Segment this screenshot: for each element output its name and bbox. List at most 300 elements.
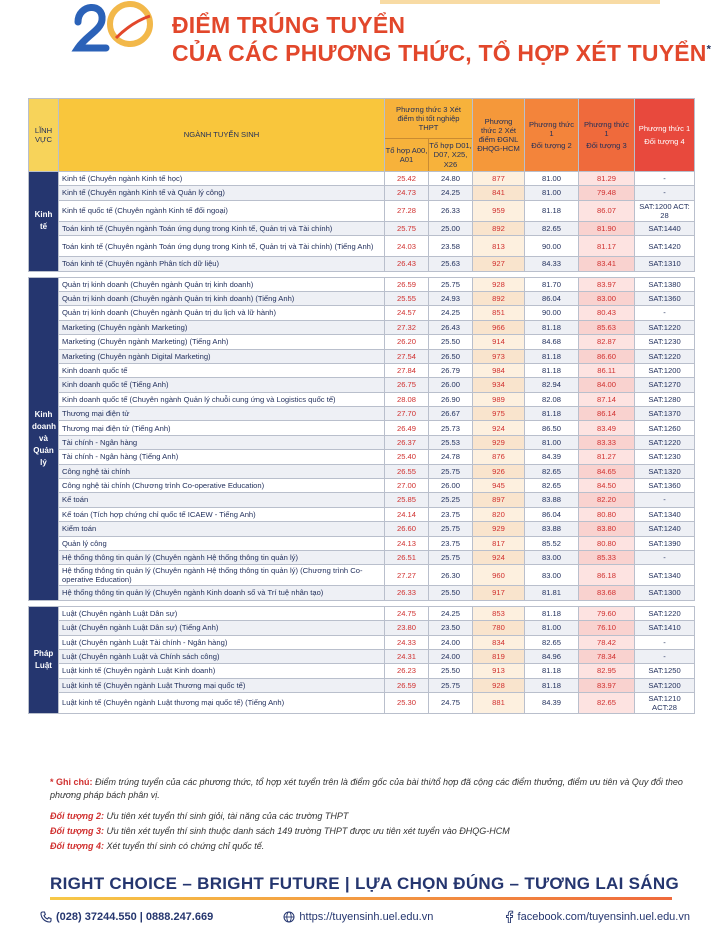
score-method3-d: 24.25 <box>429 306 473 320</box>
score-method1-group3: 86.60 <box>579 349 635 363</box>
score-method1-group4: SAT:1220 <box>635 349 695 363</box>
phone-icon <box>40 911 52 923</box>
table-row <box>29 606 695 620</box>
note-text: Điểm trúng tuyển của các phương thức, tổ hợp xét tuyển trên là điểm gốc của bài thi/tổ hợp đã cộng các điểm thưởng, điểm ưu tiên và Quy đổi theo phương pháp bách phân vị. <box>50 777 683 801</box>
major-cell: Quản trị kinh doanh (Chuyên ngành Quản trị du lịch và lữ hành) <box>59 306 385 320</box>
score-method1-group3: 81.90 <box>579 221 635 235</box>
score-method1-group3: 85.33 <box>579 550 635 564</box>
major-cell: Kinh doanh quốc tế (Chuyên ngành Quản lý chuỗi cung ứng và Logistics quốc tế) <box>59 392 385 406</box>
score-method3-d: 24.00 <box>429 649 473 663</box>
admission-score-table <box>28 98 694 714</box>
score-method3-a: 26.60 <box>385 522 429 536</box>
major-cell: Kinh tế (Chuyên ngành Kinh tế và Quản lý công) <box>59 186 385 200</box>
score-method1-group2: 82.94 <box>525 378 579 392</box>
score-method1-group4: SAT:1360 <box>635 479 695 493</box>
major-cell: Toán kinh tế (Chuyên ngành Phân tích dữ liệu) <box>59 257 385 271</box>
note-label: * Ghi chú: <box>50 777 93 787</box>
score-method3-a: 26.55 <box>385 464 429 478</box>
major-cell: Marketing (Chuyên ngành Marketing) (Tiếng Anh) <box>59 335 385 349</box>
table-body <box>29 172 695 714</box>
table-row <box>29 635 695 649</box>
website-url: https://tuyensinh.uel.edu.vn <box>299 910 434 923</box>
score-method2: 927 <box>473 257 525 271</box>
score-method2: 913 <box>473 664 525 678</box>
header-major: NGÀNH TUYỂN SINH <box>59 99 385 172</box>
score-method1-group4: SAT:1360 <box>635 291 695 305</box>
score-method3-a: 24.75 <box>385 606 429 620</box>
globe-icon <box>283 911 295 923</box>
major-cell: Hệ thống thông tin quản lý (Chuyên ngành Hệ thống thông tin quản lý) <box>59 550 385 564</box>
score-method1-group2: 82.08 <box>525 392 579 406</box>
major-cell: Kinh tế (Chuyên ngành Kinh tế học) <box>59 172 385 186</box>
score-method1-group4: SAT:1410 <box>635 621 695 635</box>
score-method1-group2: 81.18 <box>525 678 579 692</box>
major-cell: Kế toán <box>59 493 385 507</box>
score-method1-group4: SAT:1300 <box>635 586 695 600</box>
score-method2: 892 <box>473 291 525 305</box>
major-cell: Marketing (Chuyên ngành Marketing) <box>59 320 385 334</box>
score-method1-group3: 86.14 <box>579 407 635 421</box>
score-method1-group3: 83.41 <box>579 257 635 271</box>
header-field: LĨNH VỰC <box>29 99 59 172</box>
table-row <box>29 550 695 564</box>
score-method1-group4: SAT:1310 <box>635 257 695 271</box>
score-method1-group4: SAT:1270 <box>635 378 695 392</box>
score-method2: 819 <box>473 649 525 663</box>
score-method3-a: 26.75 <box>385 378 429 392</box>
score-method1-group2: 81.18 <box>525 349 579 363</box>
score-method1-group3: 83.68 <box>579 586 635 600</box>
score-method2: 975 <box>473 407 525 421</box>
score-method3-a: 26.59 <box>385 277 429 291</box>
table-row <box>29 493 695 507</box>
score-method3-a: 25.75 <box>385 221 429 235</box>
table-row <box>29 407 695 421</box>
score-method3-a: 25.55 <box>385 291 429 305</box>
major-cell: Luật kinh tế (Chuyên ngành Luật thương mại quốc tế) (Tiếng Anh) <box>59 693 385 714</box>
contact-bar <box>40 910 690 923</box>
table-row <box>29 349 695 363</box>
table-row <box>29 678 695 692</box>
score-method1-group4: SAT:1250 <box>635 664 695 678</box>
score-method1-group3: 81.17 <box>579 236 635 257</box>
table-row <box>29 693 695 714</box>
score-method2: 881 <box>473 693 525 714</box>
score-method1-group4: SAT:1210 ACT:28 <box>635 693 695 714</box>
table-row <box>29 565 695 586</box>
major-cell: Quản lý công <box>59 536 385 550</box>
score-method1-group3: 84.00 <box>579 378 635 392</box>
score-method3-d: 26.00 <box>429 378 473 392</box>
score-method2: 897 <box>473 493 525 507</box>
facebook-icon <box>504 910 514 923</box>
score-method3-a: 23.80 <box>385 621 429 635</box>
score-method1-group2: 81.18 <box>525 407 579 421</box>
score-method1-group4: - <box>635 635 695 649</box>
score-method3-d: 26.33 <box>429 200 473 221</box>
score-method3-d: 24.25 <box>429 606 473 620</box>
score-method2: 841 <box>473 186 525 200</box>
score-method2: 984 <box>473 363 525 377</box>
score-method3-d: 26.67 <box>429 407 473 421</box>
score-method3-a: 27.70 <box>385 407 429 421</box>
score-method1-group4: SAT:1390 <box>635 536 695 550</box>
score-method1-group4: SAT:1440 <box>635 221 695 235</box>
major-cell: Luật (Chuyên ngành Luật và Chính sách công) <box>59 649 385 663</box>
score-method3-a: 27.84 <box>385 363 429 377</box>
score-method3-d: 25.53 <box>429 435 473 449</box>
score-method1-group3: 84.50 <box>579 479 635 493</box>
score-method3-d: 24.93 <box>429 291 473 305</box>
score-method1-group4: SAT:1420 <box>635 236 695 257</box>
score-method1-group2: 82.65 <box>525 221 579 235</box>
score-method3-d: 26.79 <box>429 363 473 377</box>
score-method3-a: 24.33 <box>385 635 429 649</box>
score-method3-d: 26.50 <box>429 349 473 363</box>
score-method3-a: 27.54 <box>385 349 429 363</box>
score-method3-a: 27.28 <box>385 200 429 221</box>
score-method1-group4: SAT:1200 <box>635 678 695 692</box>
score-method1-group4: - <box>635 172 695 186</box>
table-row <box>29 664 695 678</box>
major-cell: Luật (Chuyên ngành Luật Tài chính - Ngân hàng) <box>59 635 385 649</box>
score-method1-group4: SAT:1200 <box>635 363 695 377</box>
score-method3-a: 24.13 <box>385 536 429 550</box>
score-method1-group3: 80.80 <box>579 536 635 550</box>
major-cell: Kế toán (Tích hợp chứng chỉ quốc tế ICAEW - Tiếng Anh) <box>59 507 385 521</box>
slogan: RIGHT CHOICE – BRIGHT FUTURE | LỰA CHỌN ĐÚNG – TƯƠNG LAI SÁNG <box>50 874 679 893</box>
score-method3-d: 26.30 <box>429 565 473 586</box>
score-method3-a: 26.51 <box>385 550 429 564</box>
score-method1-group2: 86.50 <box>525 421 579 435</box>
score-method1-group2: 86.04 <box>525 291 579 305</box>
score-method1-group4: SAT:1280 <box>635 392 695 406</box>
score-method2: 960 <box>473 565 525 586</box>
score-method3-a: 27.32 <box>385 320 429 334</box>
table-row <box>29 200 695 221</box>
title-line-2-text: CỦA CÁC PHƯƠNG THỨC, TỔ HỢP XÉT TUYỂN <box>172 40 707 66</box>
major-cell: Kiểm toán <box>59 522 385 536</box>
major-cell: Luật kinh tế (Chuyên ngành Luật Kinh doanh) <box>59 664 385 678</box>
score-method3-a: 28.08 <box>385 392 429 406</box>
field-cell: Kinh tế <box>29 172 59 272</box>
score-method2: 929 <box>473 522 525 536</box>
score-method1-group2: 81.18 <box>525 320 579 334</box>
score-method1-group2: 81.00 <box>525 435 579 449</box>
table-row <box>29 306 695 320</box>
facebook-url: facebook.com/tuyensinh.uel.edu.vn <box>517 910 690 923</box>
table-row <box>29 291 695 305</box>
score-method2: 928 <box>473 678 525 692</box>
score-method1-group2: 86.04 <box>525 507 579 521</box>
score-method3-d: 25.50 <box>429 335 473 349</box>
score-method2: 926 <box>473 464 525 478</box>
score-method3-d: 24.75 <box>429 693 473 714</box>
page-header <box>0 0 722 92</box>
score-method2: 973 <box>473 349 525 363</box>
score-method2: 989 <box>473 392 525 406</box>
phone-number: (028) 37244.550 | 0888.247.669 <box>56 910 214 923</box>
note-group-2-label: Đối tượng 2: <box>50 811 104 822</box>
table-row <box>29 649 695 663</box>
score-method1-group4: SAT:1240 <box>635 522 695 536</box>
major-cell: Toán kinh tế (Chuyên ngành Toán ứng dụng trong Kinh tế, Quản trị và Tài chính) (Tiếng Anh) <box>59 236 385 257</box>
score-method1-group4: - <box>635 649 695 663</box>
score-method3-d: 25.00 <box>429 221 473 235</box>
score-method1-group3: 80.80 <box>579 507 635 521</box>
score-method1-group4: - <box>635 550 695 564</box>
score-method1-group2: 84.39 <box>525 450 579 464</box>
score-method3-a: 27.27 <box>385 565 429 586</box>
score-method2: 914 <box>473 335 525 349</box>
header-method-3 <box>385 99 473 172</box>
score-method3-a: 26.23 <box>385 664 429 678</box>
major-cell: Quản trị kinh doanh (Chuyên ngành Quản trị kinh doanh) (Tiếng Anh) <box>59 291 385 305</box>
header-method-1-group-4 <box>635 99 695 172</box>
score-method1-group2: 90.00 <box>525 236 579 257</box>
major-cell: Kinh doanh quốc tế <box>59 363 385 377</box>
table-row <box>29 320 695 334</box>
score-method3-d: 23.75 <box>429 536 473 550</box>
title-line-2 <box>172 40 711 67</box>
table-row <box>29 378 695 392</box>
note-main <box>50 776 690 802</box>
score-method1-group2: 84.68 <box>525 335 579 349</box>
score-method1-group4: SAT:1320 <box>635 464 695 478</box>
score-method1-group2: 81.81 <box>525 586 579 600</box>
header-method-1-group-4-title: Phương thức 1 <box>638 124 691 134</box>
header-method-3-combo-d: Tổ hợp D01, D07, X25, X26 <box>429 141 472 169</box>
score-method1-group3: 82.87 <box>579 335 635 349</box>
score-method1-group2: 83.88 <box>525 522 579 536</box>
score-method1-group2: 90.00 <box>525 306 579 320</box>
header-method-1-group-3-title: Phương thức 1 <box>583 119 630 138</box>
score-method2: 966 <box>473 320 525 334</box>
score-method3-a: 24.03 <box>385 236 429 257</box>
score-method1-group4: SAT:1220 <box>635 606 695 620</box>
field-cell: Pháp Luật <box>29 606 59 713</box>
score-method2: 780 <box>473 621 525 635</box>
score-method1-group3: 76.10 <box>579 621 635 635</box>
score-method1-group2: 81.00 <box>525 186 579 200</box>
score-method3-d: 24.78 <box>429 450 473 464</box>
score-method1-group3: 86.18 <box>579 565 635 586</box>
score-method3-d: 26.00 <box>429 479 473 493</box>
table-row <box>29 450 695 464</box>
table-row <box>29 335 695 349</box>
score-method2: 929 <box>473 435 525 449</box>
table-row <box>29 363 695 377</box>
score-method1-group3: 87.14 <box>579 392 635 406</box>
score-method3-d: 25.75 <box>429 550 473 564</box>
score-table <box>28 98 695 714</box>
score-method1-group3: 82.20 <box>579 493 635 507</box>
score-method1-group2: 82.65 <box>525 635 579 649</box>
score-method1-group3: 83.00 <box>579 291 635 305</box>
score-method1-group3: 84.65 <box>579 464 635 478</box>
table-row <box>29 277 695 291</box>
notes-section <box>50 776 690 855</box>
score-method3-d: 25.75 <box>429 522 473 536</box>
score-method2: 945 <box>473 479 525 493</box>
note-group-3-label: Đối tượng 3: <box>50 826 104 837</box>
table-row <box>29 586 695 600</box>
score-method3-d: 25.73 <box>429 421 473 435</box>
major-cell: Tài chính - Ngân hàng <box>59 435 385 449</box>
major-cell: Luật (Chuyên ngành Luật Dân sự) <box>59 606 385 620</box>
score-method1-group2: 85.52 <box>525 536 579 550</box>
score-method1-group4: - <box>635 306 695 320</box>
score-method1-group3: 85.63 <box>579 320 635 334</box>
major-cell: Marketing (Chuyên ngành Digital Marketing) <box>59 349 385 363</box>
note-group-2-text: Ưu tiên xét tuyển thí sinh giỏi, tài năng của các trường THPT <box>103 811 349 822</box>
note-group-3 <box>50 825 690 838</box>
score-method1-group2: 84.33 <box>525 257 579 271</box>
score-method3-a: 24.14 <box>385 507 429 521</box>
score-method2: 917 <box>473 586 525 600</box>
table-row <box>29 479 695 493</box>
score-method1-group3: 79.60 <box>579 606 635 620</box>
score-method1-group4: SAT:1220 <box>635 435 695 449</box>
score-method3-a: 25.85 <box>385 493 429 507</box>
header-method-1-group-2-sub: Đối tượng 2 <box>531 141 572 151</box>
score-method3-a: 26.37 <box>385 435 429 449</box>
score-method1-group2: 81.18 <box>525 200 579 221</box>
score-method2: 928 <box>473 277 525 291</box>
note-group-4-text: Xét tuyển thí sinh có chứng chỉ quốc tế. <box>103 841 265 852</box>
score-method1-group3: 82.95 <box>579 664 635 678</box>
score-method2: 934 <box>473 378 525 392</box>
score-method1-group3: 80.43 <box>579 306 635 320</box>
table-row <box>29 172 695 186</box>
score-method1-group4: SAT:1340 <box>635 507 695 521</box>
score-method1-group3: 83.33 <box>579 435 635 449</box>
score-method1-group4: SAT:1200 ACT: 28 <box>635 200 695 221</box>
score-method3-a: 26.33 <box>385 586 429 600</box>
table-row <box>29 221 695 235</box>
score-method3-d: 24.25 <box>429 186 473 200</box>
score-method3-d: 23.75 <box>429 507 473 521</box>
score-method1-group2: 82.65 <box>525 464 579 478</box>
score-method1-group3: 81.29 <box>579 172 635 186</box>
note-group-4-label: Đối tượng 4: <box>50 841 104 852</box>
score-method3-d: 24.00 <box>429 635 473 649</box>
header-method-3-combo-a: Tổ hợp A00, A01 <box>385 139 429 171</box>
score-method1-group4: SAT:1380 <box>635 277 695 291</box>
table-row <box>29 464 695 478</box>
score-method1-group2: 84.96 <box>525 649 579 663</box>
major-cell: Quản trị kinh doanh (Chuyên ngành Quản trị kinh doanh) <box>59 277 385 291</box>
score-method3-d: 24.80 <box>429 172 473 186</box>
score-method1-group3: 83.97 <box>579 277 635 291</box>
title-line-1: ĐIỂM TRÚNG TUYỂN <box>172 12 406 38</box>
score-method1-group2: 83.00 <box>525 565 579 586</box>
score-method1-group2: 84.39 <box>525 693 579 714</box>
score-method3-d: 26.90 <box>429 392 473 406</box>
score-method3-a: 26.20 <box>385 335 429 349</box>
major-cell: Toán kinh tế (Chuyên ngành Toán ứng dụng trong Kinh tế, Quản trị và Tài chính) <box>59 221 385 235</box>
score-method1-group2: 81.18 <box>525 606 579 620</box>
score-method2: 834 <box>473 635 525 649</box>
score-method1-group4: SAT:1340 <box>635 565 695 586</box>
score-method2: 959 <box>473 200 525 221</box>
note-group-3-text: Ưu tiên xét tuyển thí sinh thuộc danh sách 149 trường THPT được ưu tiên xét tuyển vào ĐHQG-HCM <box>103 826 510 837</box>
score-method1-group4: SAT:1220 <box>635 320 695 334</box>
score-method3-a: 26.59 <box>385 678 429 692</box>
score-method1-group2: 81.70 <box>525 277 579 291</box>
score-method1-group4: - <box>635 186 695 200</box>
score-method1-group3: 81.27 <box>579 450 635 464</box>
score-method1-group4: SAT:1230 <box>635 450 695 464</box>
score-method2: 924 <box>473 421 525 435</box>
score-method1-group4: - <box>635 493 695 507</box>
phone-contact[interactable] <box>40 911 213 923</box>
table-row <box>29 421 695 435</box>
score-method2: 876 <box>473 450 525 464</box>
score-method1-group2: 81.18 <box>525 664 579 678</box>
score-method1-group3: 82.65 <box>579 693 635 714</box>
major-cell: Luật kinh tế (Chuyên ngành Luật Thương mại quốc tế) <box>59 678 385 692</box>
score-method3-d: 23.50 <box>429 621 473 635</box>
major-cell: Thương mại điện tử (Tiếng Anh) <box>59 421 385 435</box>
score-method3-a: 24.31 <box>385 649 429 663</box>
field-cell: Kinh doanh và Quản lý <box>29 277 59 600</box>
score-method1-group4: SAT:1230 <box>635 335 695 349</box>
score-method1-group2: 83.88 <box>525 493 579 507</box>
score-method1-group2: 82.65 <box>525 479 579 493</box>
score-method3-a: 24.73 <box>385 186 429 200</box>
score-method1-group4: SAT:1260 <box>635 421 695 435</box>
score-method2: 851 <box>473 306 525 320</box>
anniversary-logo <box>56 0 156 54</box>
score-method3-d: 26.43 <box>429 320 473 334</box>
score-method3-d: 25.75 <box>429 678 473 692</box>
score-method2: 817 <box>473 536 525 550</box>
score-method3-d: 23.58 <box>429 236 473 257</box>
score-method1-group3: 86.07 <box>579 200 635 221</box>
header-method-2: Phương thức 2 Xét điểm ĐGNL ĐHQG-HCM <box>473 99 525 172</box>
note-group-2 <box>50 810 690 823</box>
major-cell: Thương mại điện tử <box>59 407 385 421</box>
top-decor-strip <box>380 0 660 4</box>
score-method1-group3: 78.42 <box>579 635 635 649</box>
facebook-link[interactable] <box>504 910 690 923</box>
score-method3-a: 25.42 <box>385 172 429 186</box>
table-row <box>29 236 695 257</box>
major-cell: Tài chính - Ngân hàng (Tiếng Anh) <box>59 450 385 464</box>
score-method2: 853 <box>473 606 525 620</box>
score-method3-d: 25.50 <box>429 664 473 678</box>
table-row <box>29 257 695 271</box>
website-link[interactable] <box>283 911 433 923</box>
score-method1-group3: 79.48 <box>579 186 635 200</box>
score-method3-d: 25.63 <box>429 257 473 271</box>
table-row <box>29 392 695 406</box>
table-row <box>29 536 695 550</box>
table-row <box>29 435 695 449</box>
score-method1-group4: SAT:1370 <box>635 407 695 421</box>
score-method1-group3: 83.97 <box>579 678 635 692</box>
score-method3-a: 25.30 <box>385 693 429 714</box>
score-method2: 820 <box>473 507 525 521</box>
score-method3-a: 25.40 <box>385 450 429 464</box>
table-row <box>29 507 695 521</box>
score-method1-group3: 83.80 <box>579 522 635 536</box>
major-cell: Hệ thống thông tin quản lý (Chuyên ngành Kinh doanh số và Trí tuệ nhân tạo) <box>59 586 385 600</box>
major-cell: Luật (Chuyên ngành Luật Dân sự) (Tiếng Anh) <box>59 621 385 635</box>
score-method3-d: 25.25 <box>429 493 473 507</box>
table-row <box>29 621 695 635</box>
